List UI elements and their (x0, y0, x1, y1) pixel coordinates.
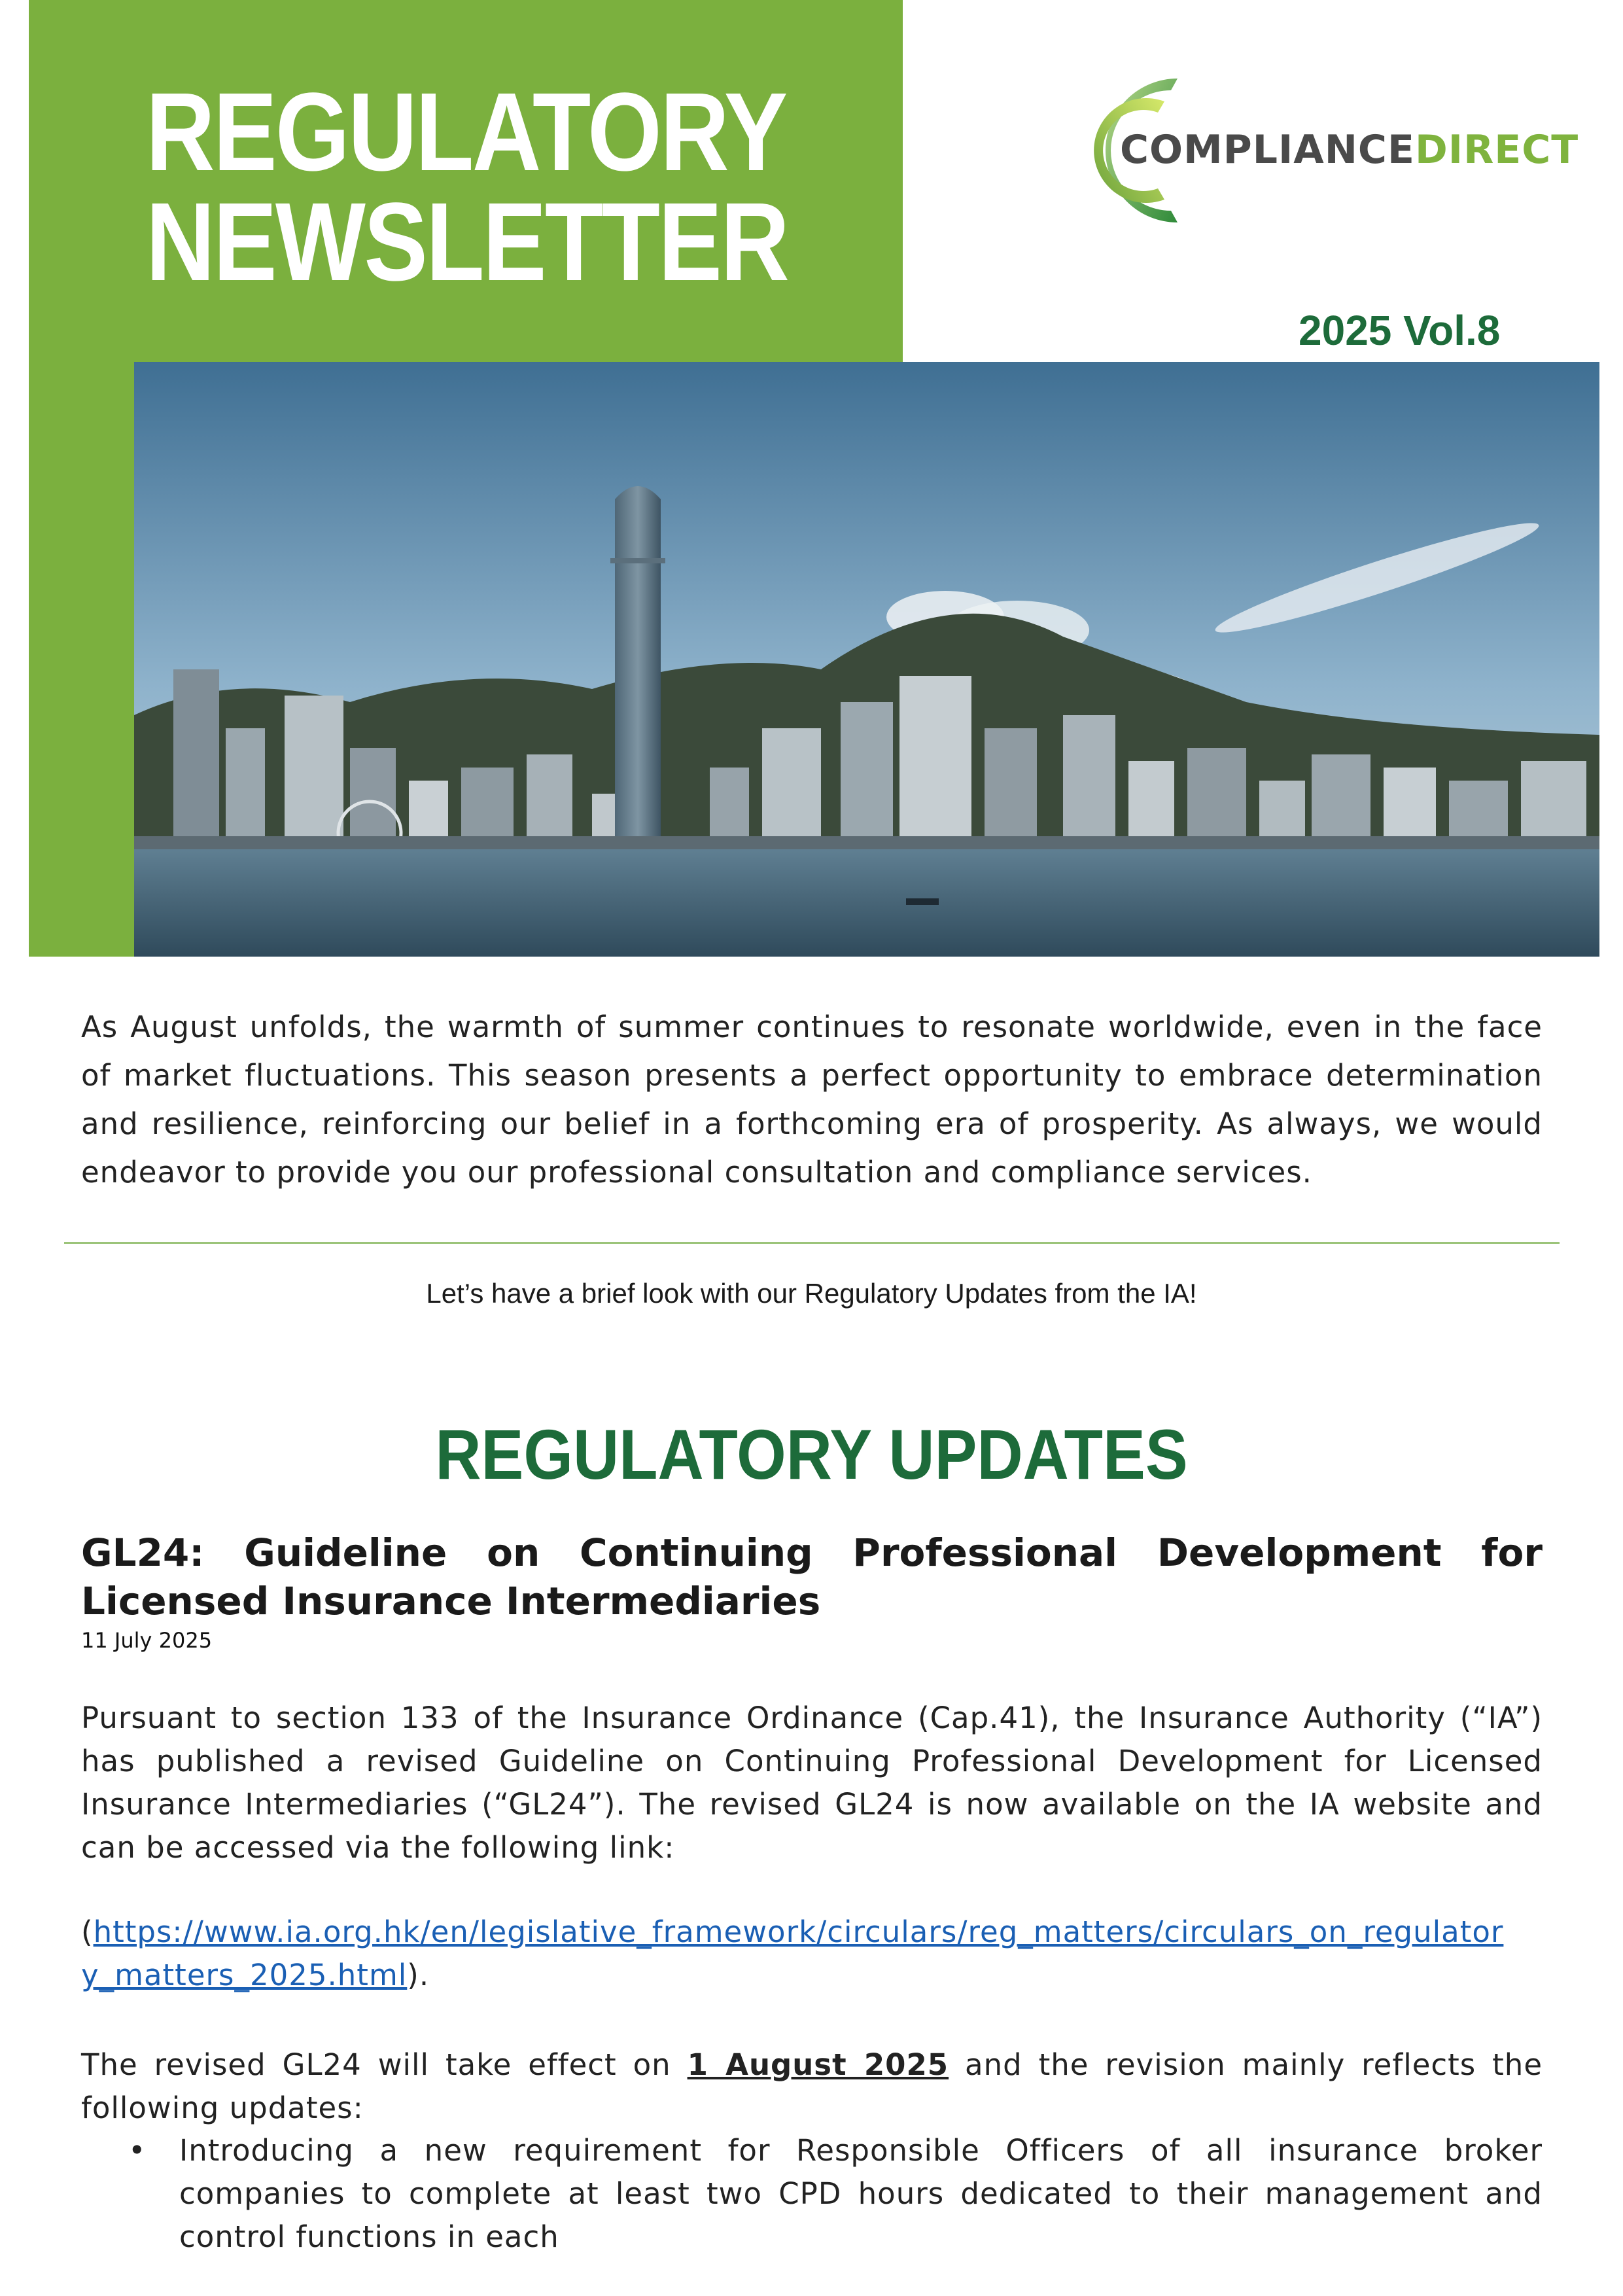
article-link-paragraph (81, 1911, 1543, 1997)
article-paragraph-1: Pursuant to section 133 of the Insurance Ordinance (Cap.41), the Insurance Authority (“IA”) has published a revised Guideline on Continuing Professional Development for Licensed Insurance Intermediaries (“GL24”). The revised GL24 is now available on the IA website and can be accessed via the following link: (81, 1701, 1543, 1865)
p3-before: The revised GL24 will take effect on (81, 2047, 688, 2082)
article-title: GL24: Guideline on Continuing Professional Development for Licensed Insurance Intermediaries (81, 1530, 1543, 1623)
newsletter-title (146, 70, 788, 304)
section-title: REGULATORY UPDATES (435, 1415, 1188, 1494)
link-open-paren: ( (81, 1915, 94, 1949)
bullet-text: Introducing a new requirement for Responsible Officers of all insurance broker companies to complete at least two CPD hours dedicated to their management and control functions in each (179, 2133, 1543, 2254)
intro-lookline: Let’s have a brief look with our Regulatory Updates from the IA! (426, 1278, 1197, 1309)
logo-word-direct: DIRECT (1414, 127, 1579, 173)
article-date: 11 July 2025 (81, 1628, 213, 1653)
logo-wordmark (1120, 127, 1579, 173)
title-line-1: REGULATORY (146, 70, 786, 194)
update-bullet-list (81, 2129, 1543, 2259)
hero-skyline-image (134, 362, 1599, 957)
link-line-2: y_matters_2025.html (81, 1958, 408, 1992)
intro-paragraph: As August unfolds, the warmth of summer continues to resonate worldwide, even in the face of market fluctuations. This season presents a perfect opportunity to embrace determination and resilience, reinforcing our belief in a forthcoming era of prosperity. As always, we would endeavor to provide you our professional consultation and compliance services. (81, 1010, 1543, 1190)
ia-circulars-link[interactable] (81, 1915, 1503, 1992)
logo-word-compliance: COMPLIANCE (1120, 127, 1415, 173)
article-paragraph-3 (81, 2043, 1543, 2130)
p3-after: and the revision mainly reflects the following updates: (81, 2047, 1543, 2125)
volume-label: 2025 Vol.8 (1299, 307, 1501, 354)
title-line-2: NEWSLETTER (146, 180, 788, 304)
list-item (81, 2129, 1543, 2259)
section-divider (64, 1242, 1560, 1244)
link-close-paren: ). (407, 1958, 430, 1992)
link-line-1: https://www.ia.org.hk/en/legislative_framework/circulars/reg_matters/circulars_on_regulator (93, 1915, 1504, 1949)
effective-date: 1 August 2025 (687, 2047, 949, 2082)
bullet-icon: • (128, 2133, 147, 2168)
